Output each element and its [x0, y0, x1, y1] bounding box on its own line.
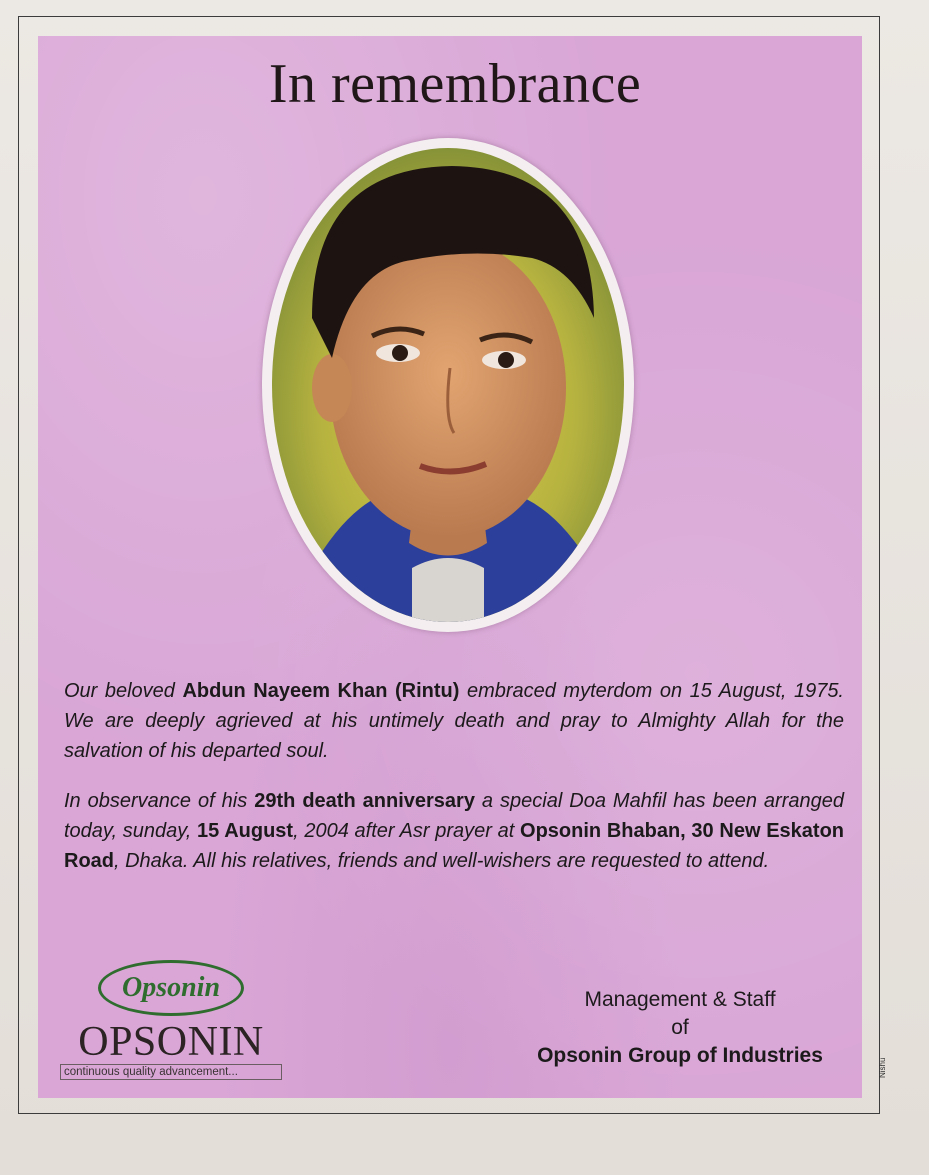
- portrait-illustration: [272, 148, 624, 622]
- anniversary-label: 29th death anniversary: [254, 790, 475, 812]
- portrait-photo: [272, 148, 624, 622]
- tribute-paragraph: [64, 676, 844, 766]
- event-venue: Opsonin Bhaban, 30 New Eskaton Road: [64, 820, 845, 872]
- doa-text-b: a special Doa Mahfil has been arranged today, sunday,: [64, 790, 844, 842]
- tribute-intro: Our beloved: [64, 680, 183, 702]
- opsonin-logo-oval: [98, 960, 244, 1016]
- doa-text-c: , 2004 after Asr prayer at: [293, 820, 521, 842]
- doa-text-a: In observance of his: [64, 790, 255, 812]
- designer-credit: Nishu: [878, 1057, 887, 1078]
- event-date: 15 August: [196, 820, 294, 842]
- deceased-name: Abdun Nayeem Khan (Rintu): [182, 680, 460, 702]
- doa-mahfil-paragraph: [64, 786, 844, 876]
- doa-text-d: , Dhaka. All his relatives, friends and well-wishers are requested to attend.: [114, 850, 770, 872]
- ad-title: In remembrance: [268, 53, 642, 115]
- signature-company: Opsonin Group of Industries: [537, 1044, 823, 1067]
- logo-tagline: continuous quality advancement...: [60, 1064, 282, 1080]
- tribute-body: embraced myterdom on 15 August, 1975. We are deeply agrieved at his untimely death and pray to Almighty Allah for the salvation of his departed soul.: [64, 680, 844, 762]
- logo-wordmark: OPSONIN: [78, 1019, 264, 1065]
- signature-line-2: of: [671, 1016, 689, 1039]
- logo-script-text: Opsonin: [121, 972, 221, 1003]
- signature-line-1: Management & Staff: [584, 988, 776, 1011]
